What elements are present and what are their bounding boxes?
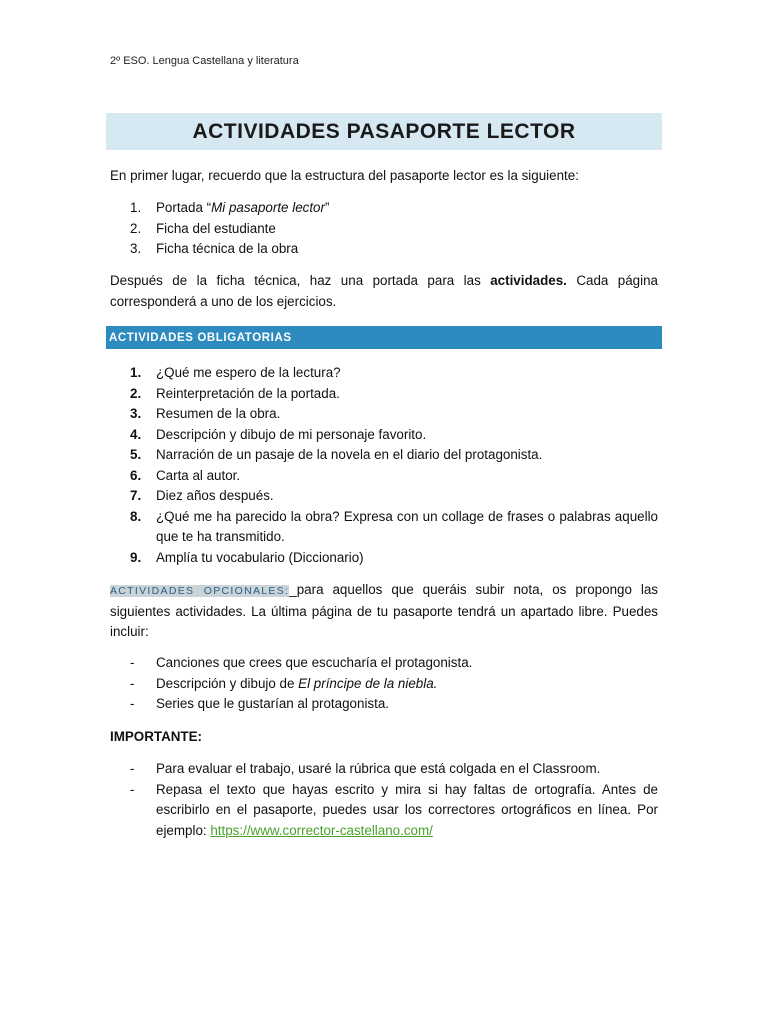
list-item: - Descripción y dibujo de El príncipe de la niebla. (130, 675, 438, 691)
title-banner (106, 113, 662, 150)
list-item: 4. Descripción y dibujo de mi personaje favorito. (130, 426, 427, 442)
opcionales-list (130, 653, 658, 715)
after-ficha-paragraph: Después de la ficha técnica, haz una portada para las actividades. Cada página corresponderá a uno de los ejercicios. (110, 273, 658, 309)
list-item: 2. Ficha del estudiante (130, 220, 276, 236)
list-item: 3. Ficha técnica de la obra (130, 241, 299, 256)
list-item: - Para evaluar el trabajo, usaré la rúbrica que está colgada en el Classroom. (130, 761, 601, 776)
list-item: - Repasa el texto que hayas escrito y mira si hay faltas de ortografía. Antes de escribirlo en el pasaporte, puedes usar los correctores ortográficos en línea. Por ejemplo: https://www.corrector-castellano.com/ (130, 781, 658, 838)
importante-heading: IMPORTANTE: (110, 729, 202, 744)
opcionales-paragraph: ACTIVIDADES OPCIONALES:_para aquellos que queráis subir nota, os propongo las siguientes actividades. La última página de tu pasaporte tendrá un apartado libre. Puedes incluir: (110, 582, 658, 639)
list-item: 5. Narración de un pasaje de la novela en el diario del protagonista. (130, 447, 543, 462)
page-title: ACTIVIDADES PASAPORTE LECTOR (192, 119, 576, 143)
section-bar-obligatorias (106, 326, 662, 349)
list-item: 3. Resumen de la obra. (130, 406, 281, 421)
list-item: - Series que le gustarían al protagonista. (130, 696, 389, 711)
list-item: 6. Carta al autor. (130, 467, 241, 483)
obligatorias-list (130, 363, 658, 568)
opcionales-label: ACTIVIDADES OPCIONALES: (110, 585, 290, 597)
list-item: 1. ¿Qué me espero de la lectura? (130, 365, 341, 380)
list-item: - Canciones que crees que escucharía el protagonista. (130, 655, 473, 670)
importante-list (130, 759, 658, 841)
list-item: 1. Portada “Mi pasaporte lector” (130, 200, 330, 215)
course-header: 2º ESO. Lengua Castellana y literatura (110, 55, 299, 67)
section-heading: ACTIVIDADES OBLIGATORIAS (109, 331, 292, 344)
list-item: 8. ¿Qué me ha parecido la obra? Expresa con un collage de frases o palabras aquello que te ha transmitido. (130, 508, 658, 544)
structure-list (130, 198, 658, 260)
corrector-link[interactable]: https://www.corrector-castellano.com/ (210, 822, 433, 838)
list-item: 7. Diez años después. (130, 488, 274, 503)
intro-paragraph: En primer lugar, recuerdo que la estructura del pasaporte lector es la siguiente: (110, 168, 579, 183)
list-item: 2. Reinterpretación de la portada. (130, 385, 340, 401)
list-item: 9. Amplía tu vocabulario (Diccionario) (130, 549, 364, 565)
